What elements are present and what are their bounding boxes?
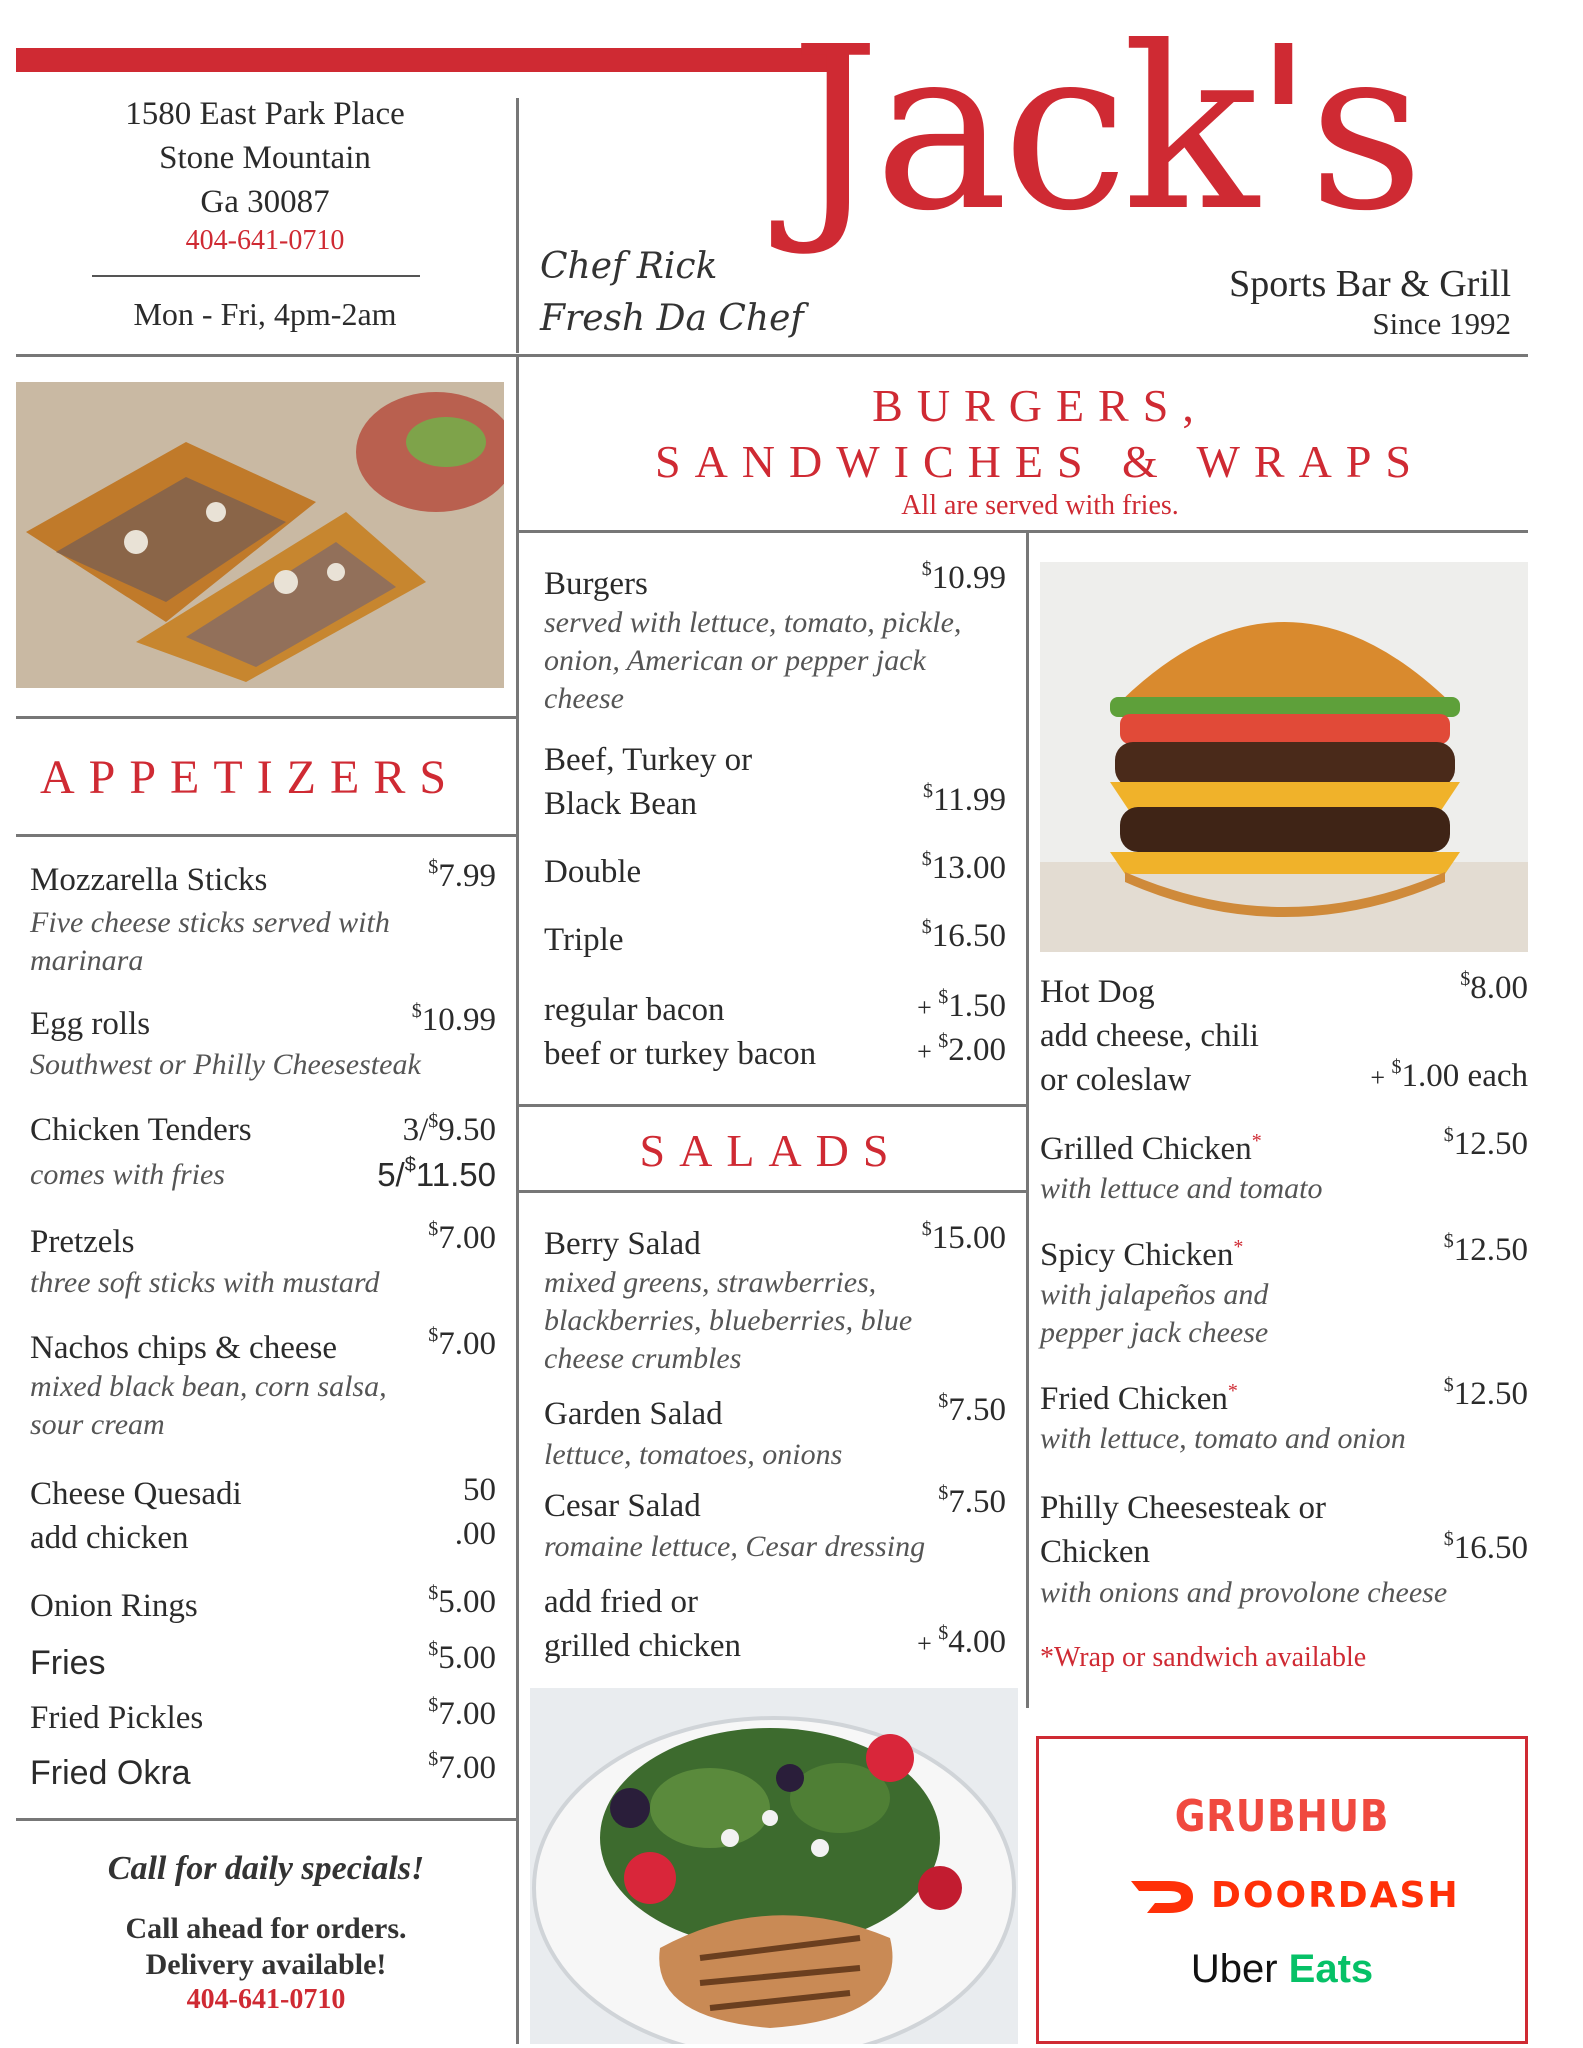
egg-roll-illustration	[16, 382, 504, 688]
menu-item-price: $7.00	[428, 1694, 496, 1732]
menu-item-price: $5.00	[428, 1582, 496, 1620]
chef-line-1: Chef Rick	[540, 246, 718, 287]
specials-text: Call for daily specials!	[107, 1850, 425, 1887]
menu-item-price: $7.50	[938, 1390, 1006, 1428]
menu-item-description: with onions and provolone cheese	[1040, 1576, 1448, 1609]
menu-item-price: $10.99	[921, 558, 1006, 596]
left-footer-rule	[16, 1818, 516, 1821]
menu-item-price: $7.00	[428, 1748, 496, 1786]
doordash-logo[interactable]	[1129, 1871, 1460, 1923]
uber-label: Uber	[1190, 1947, 1278, 1991]
grubhub-logo[interactable]: GRUBHUB	[1174, 1791, 1390, 1842]
menu-item-price: $12.50	[1443, 1230, 1528, 1268]
menu-item-name: Garden Salad	[544, 1396, 723, 1432]
menu-item-name: Double	[544, 854, 642, 890]
menu-item-description: mixed black bean, corn salsa, sour cream	[30, 1370, 387, 1441]
menu-item-description: mixed greens, strawberries, blackberries, blueberries, blue cheese crumbles	[544, 1266, 913, 1375]
menu-item-name: Nachos chips & cheese	[30, 1330, 337, 1366]
doordash-label: DOORDASH	[1211, 1875, 1460, 1916]
menu-item-price: $7.99	[428, 856, 496, 894]
menu-item-price: $5.00	[428, 1638, 496, 1676]
menu-item-price: 3/$9.50	[402, 1110, 496, 1148]
specials-block	[16, 1850, 516, 2016]
menu-item-price: $15.00	[921, 1218, 1006, 1256]
menu-item-description: with lettuce and tomato	[1040, 1172, 1323, 1205]
header-bottom-rule	[16, 354, 1528, 357]
menu-item-description: served with lettuce, tomato, pickle, onion, American or pepper jack cheese	[544, 606, 962, 715]
menu-item-price: $12.50	[1443, 1124, 1528, 1162]
menu-item-name: Fried Chicken*	[1040, 1380, 1238, 1417]
burgers-subtitle: All are served with fries.	[901, 490, 1179, 521]
brand-subtitle: Sports Bar & Grill	[1229, 263, 1511, 305]
menu-item-description: with lettuce, tomato and onion	[1040, 1422, 1406, 1455]
menu-item-name: Black Bean	[544, 786, 698, 822]
left-column-divider	[516, 354, 519, 2044]
burgers-title-line-2: SANDWICHES & WRAPS	[655, 436, 1425, 487]
menu-item-price: $16.50	[921, 916, 1006, 954]
menu-item-price: $13.00	[921, 848, 1006, 886]
burger-title-rule	[516, 530, 1528, 533]
menu-item-price: 50	[463, 1472, 496, 1508]
menu-item-price: $12.50	[1443, 1374, 1528, 1412]
ubereats-logo[interactable]	[1039, 1947, 1525, 1992]
burger-illustration	[1040, 562, 1528, 952]
menu-item-name: Berry Salad	[544, 1226, 701, 1262]
menu-item-name: Spicy Chicken*	[1040, 1236, 1244, 1273]
menu-item-name: Cesar Salad	[544, 1488, 701, 1524]
address-block	[40, 92, 490, 258]
menu-item-description: three soft sticks with mustard	[30, 1266, 380, 1299]
menu-item-name: Beef, Turkey or	[544, 742, 753, 778]
menu-item-description: romaine lettuce, Cesar dressing	[544, 1530, 926, 1563]
menu-item-description: add cheese, chili	[1040, 1018, 1259, 1054]
header-vertical-divider	[516, 98, 519, 353]
menu-item-name: Cheese Quesadi	[30, 1476, 242, 1512]
menu-item-price: $8.00	[1460, 968, 1528, 1006]
menu-item-price: $16.50	[1443, 1528, 1528, 1566]
wrap-note: *Wrap or sandwich available	[1040, 1642, 1367, 1673]
menu-item-addon: regular bacon	[544, 992, 725, 1028]
menu-item-addon: grilled chicken	[544, 1628, 742, 1664]
menu-item-addon-price: + $4.00	[917, 1622, 1006, 1660]
appetizers-title: APPETIZERS	[40, 751, 461, 804]
menu-item-price: $10.99	[411, 1000, 496, 1038]
brand-logo: Jack's	[790, 0, 1419, 261]
delivery-text: Delivery available!	[145, 1948, 387, 1981]
menu-item-description: or coleslaw	[1040, 1062, 1192, 1098]
brand-since: Since 1992	[1372, 306, 1511, 341]
menu-item-name: Egg rolls	[30, 1006, 151, 1042]
salad-illustration	[530, 1688, 1018, 2044]
appetizer-photo-rule	[16, 716, 516, 719]
menu-item-name: Chicken Tenders	[30, 1112, 252, 1148]
chef-line-2: Fresh Da Chef	[540, 298, 804, 339]
header-divider	[92, 275, 420, 277]
menu-item-name: Onion Rings	[30, 1588, 198, 1624]
menu-item-name: Chicken	[1040, 1534, 1150, 1570]
menu-item-addon-price: + $1.50	[917, 986, 1006, 1024]
menu-item-price: $7.00	[428, 1324, 496, 1362]
burgers-title-line-1: BURGERS,	[872, 380, 1208, 431]
menu-item-addon: beef or turkey bacon	[544, 1036, 817, 1072]
menu-item-name: Fried Okra	[30, 1754, 191, 1792]
menu-item-price: $7.50	[938, 1482, 1006, 1520]
menu-item-name: Mozzarella Sticks	[30, 862, 268, 898]
top-red-bar	[16, 48, 828, 72]
menu-item-name: Grilled Chicken*	[1040, 1130, 1262, 1167]
header-phone[interactable]: 404-641-0710	[185, 225, 345, 256]
menu-item-addon-price: + $2.00	[917, 1030, 1006, 1068]
menu-item-name: Pretzels	[30, 1224, 135, 1260]
menu-item-description: comes with fries	[30, 1158, 225, 1191]
eats-label: Eats	[1288, 1947, 1374, 1991]
menu-item-name: Philly Cheesesteak or	[1040, 1490, 1326, 1526]
doordash-icon	[1129, 1877, 1195, 1917]
menu-item-description: Southwest or Philly Cheesesteak	[30, 1048, 421, 1081]
menu-item-price-alt: 5/$11.50	[377, 1154, 496, 1193]
middle-column-divider	[1026, 530, 1029, 1708]
address-line-2: Stone Mountain	[159, 140, 371, 176]
menu-item-name: Burgers	[544, 566, 648, 602]
menu-item-name: Triple	[544, 922, 624, 958]
menu-item-description: Five cheese sticks served with marinara	[30, 906, 390, 977]
address-line-3: Ga 30087	[200, 184, 330, 220]
menu-item-addon: add chicken	[30, 1520, 189, 1556]
menu-item-description: with jalapeños and	[1040, 1278, 1269, 1311]
salad-title-rule	[516, 1190, 1026, 1193]
menu-item-addon-price: + $1.00 each	[1370, 1056, 1528, 1094]
footer-phone[interactable]: 404-641-0710	[186, 1984, 346, 2015]
burger-photo	[1040, 562, 1528, 952]
menu-item-name: Fried Pickles	[30, 1700, 204, 1736]
menu-item-name: Fries	[30, 1644, 106, 1682]
address-line-1: 1580 East Park Place	[125, 96, 405, 132]
appetizer-title-rule	[16, 834, 516, 837]
berry-salad-photo	[530, 1688, 1018, 2044]
egg-roll-photo	[16, 382, 504, 688]
menu-item-price: $11.99	[922, 780, 1006, 818]
menu-item-name: Hot Dog	[1040, 974, 1155, 1010]
menu-item-addon-price: .00	[454, 1516, 496, 1552]
delivery-partners-box	[1036, 1736, 1528, 2044]
call-ahead-text: Call ahead for orders.	[125, 1912, 407, 1945]
menu-item-description: lettuce, tomatoes, onions	[544, 1438, 843, 1471]
burgers-title-block	[560, 378, 1520, 522]
menu-item-addon: add fried or	[544, 1584, 698, 1620]
hours: Mon - Fri, 4pm-2am	[133, 296, 397, 332]
menu-item-description: pepper jack cheese	[1040, 1316, 1269, 1349]
salads-title: SALADS	[639, 1125, 903, 1176]
salad-top-rule	[516, 1104, 1026, 1107]
menu-item-price: $7.00	[428, 1218, 496, 1256]
